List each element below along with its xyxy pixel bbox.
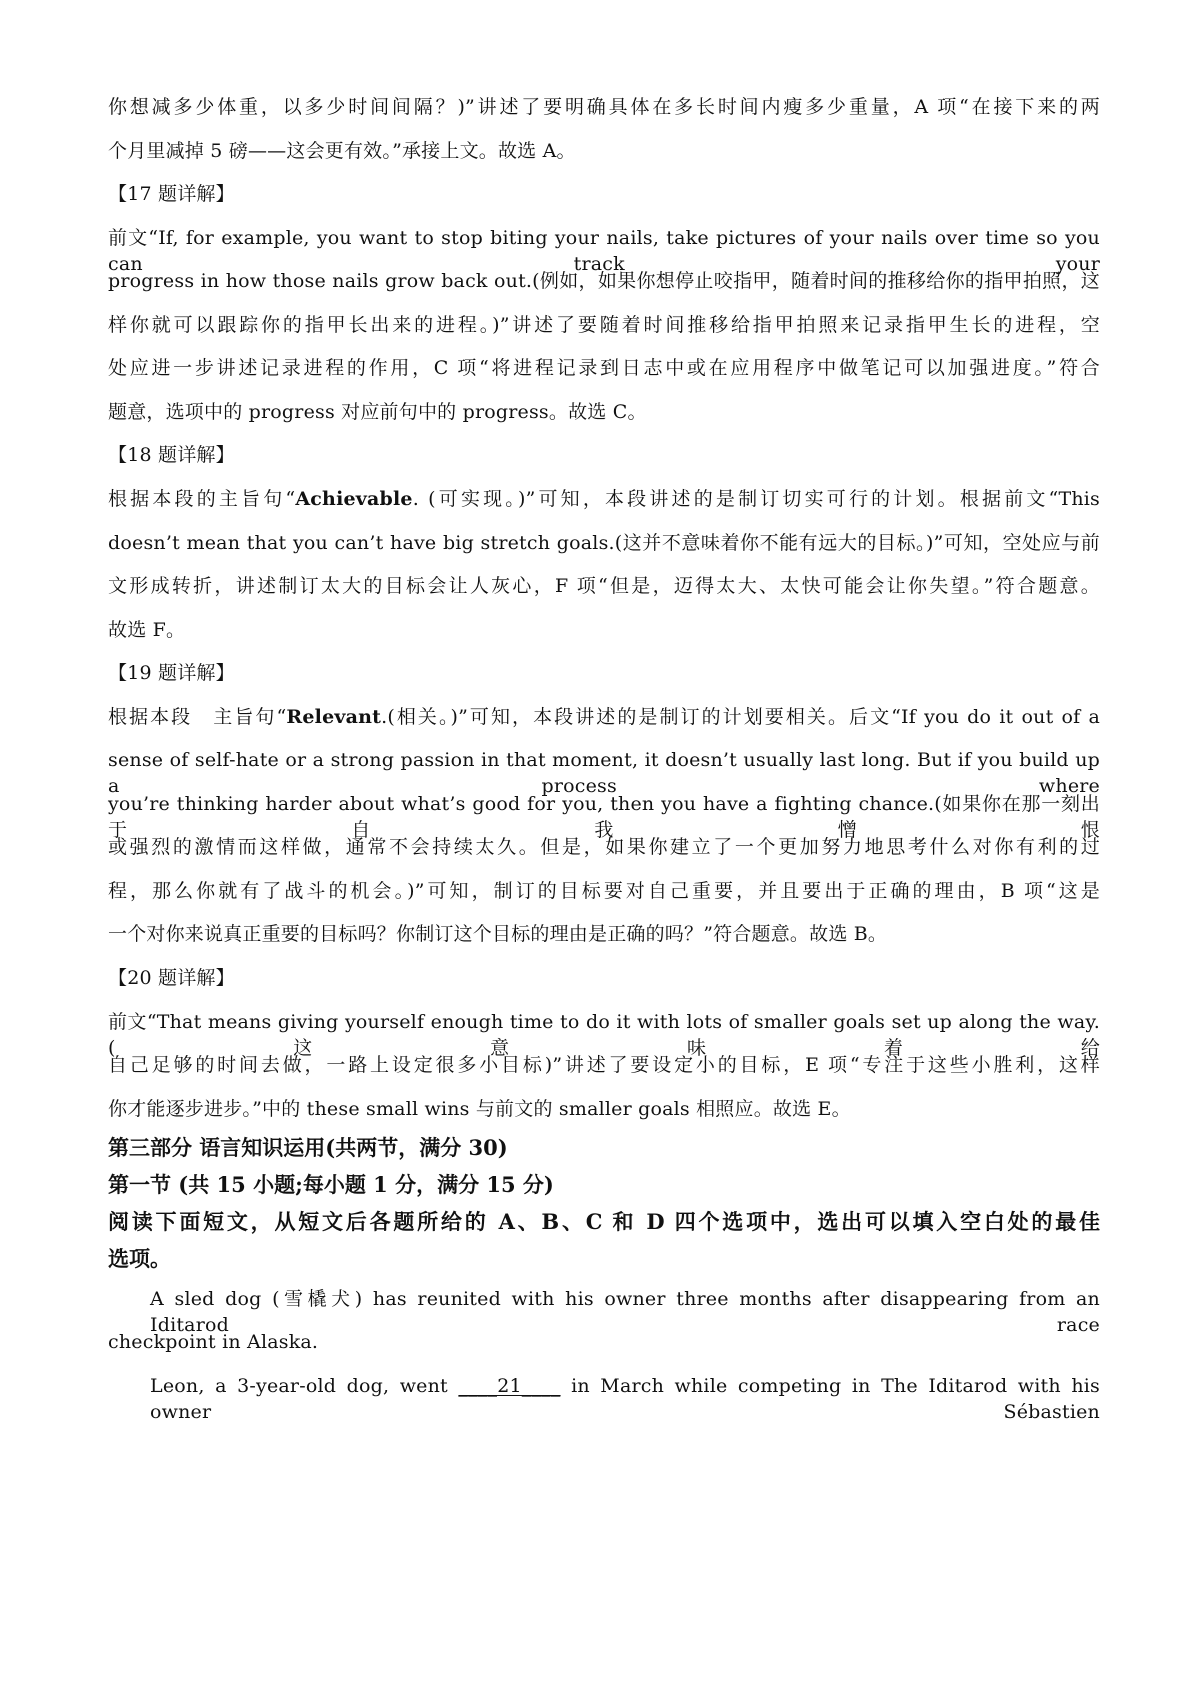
text-line: progress in how those nails grow back out.(例如，如果你想停止咬指甲，随着时间的推移给你的指甲拍照，这: [108, 270, 1100, 292]
text-line: 处应进一步讲述记录进程的作用，C 项“将进程记录到日志中或在应用程序中做笔记可以加强进度。”符合: [108, 357, 1100, 379]
text-line: [108, 704, 1100, 730]
text-line: 文形成转折，讲述制订太大的目标会让人灰心，F 项“但是，迈得太大、太快可能会让你失望。”符合题意。: [108, 575, 1100, 597]
keyword-bold: Achievable: [295, 488, 413, 510]
text-span: . (可实现。)”可知，本段讲述的是制订切实可行的计划。根据前文“This: [412, 488, 1100, 510]
text-line: 故选 F。: [108, 619, 186, 641]
text-span: Leon, a 3-year-old dog, went: [150, 1375, 459, 1397]
text-line: sense of self-hate or a strong passion in that moment, it doesn’t usually last long. But if you build up a process where: [108, 749, 1100, 797]
text-line: 题意，选项中的 progress 对应前句中的 progress。故选 C。: [108, 401, 647, 423]
section-heading-18: 【18 题详解】: [108, 444, 235, 466]
part-title: 第三部分 语言知识运用(共两节，满分 30): [108, 1135, 508, 1160]
text-span: in March while competing in The Iditarod with his owner Sébastien: [150, 1375, 1100, 1423]
text-span: 根据本段的主旨句“: [108, 488, 296, 510]
section-heading-17: 【17 题详解】: [108, 183, 235, 205]
passage-line: checkpoint in Alaska.: [108, 1331, 319, 1353]
passage-line: [150, 1373, 1100, 1425]
text-span: 根据本段 主旨句“: [108, 706, 287, 728]
text-line: 样你就可以跟踪你的指甲长出来的进程。)”讲述了要随着时间推移给指甲拍照来记录指甲生长的进程，空: [108, 314, 1100, 336]
text-line: 程，那么你就有了战斗的机会。)”可知，制订的目标要对自己重要，并且要出于正确的理由，B 项“这是: [108, 880, 1100, 902]
section-heading-19: 【19 题详解】: [108, 662, 235, 684]
text-line: doesn’t mean that you can’t have big stretch goals.(这并不意味着你不能有远大的目标。)”可知，空处应与前: [108, 532, 1100, 554]
text-line: 前文“That means giving yourself enough time to do it with lots of smaller goals set up along the way.(这意味着给: [108, 1011, 1100, 1059]
section-subtitle: 第一节 (共 15 小题;每小题 1 分，满分 15 分): [108, 1172, 554, 1197]
text-line: 你想减多少体重，以多少时间间隔？)”讲述了要明确具体在多长时间内瘦多少重量，A 项“在接下来的两: [108, 96, 1100, 118]
text-line: you’re thinking harder about what’s good for you, then you have a fighting chance.(如果你在那一刻出于自我憎恨: [108, 793, 1100, 841]
text-line: 个月里减掉 5 磅——这会更有效。”承接上文。故选 A。: [108, 140, 576, 162]
text-line: [108, 486, 1100, 512]
section-heading-20: 【20 题详解】: [108, 967, 235, 989]
text-line: 你才能逐步进步。”中的 these small wins 与前文的 smaller goals 相照应。故选 E。: [108, 1098, 851, 1120]
keyword-bold: Relevant: [286, 706, 382, 728]
text-span: .(相关。)”可知，本段讲述的是制订的计划要相关。后文“If you do it out of a: [381, 706, 1101, 728]
blank-21: ____21____: [458, 1375, 561, 1397]
text-line: 自己足够的时间去做，一路上设定很多小目标)”讲述了要设定小的目标，E 项“专注于这些小胜利，这样: [108, 1054, 1100, 1076]
instruction-line: 阅读下面短文，从短文后各题所给的 A、B、C 和 D 四个选项中，选出可以填入空白处的最佳: [108, 1209, 1100, 1234]
passage-line: A sled dog (雪橇犬) has reunited with his owner three months after disappearing from an Iditarod race: [150, 1288, 1100, 1336]
text-line: 或强烈的激情而这样做，通常不会持续太久。但是，如果你建立了一个更加努力地思考什么对你有利的过: [108, 836, 1100, 858]
text-line: 一个对你来说真正重要的目标吗？你制订这个目标的理由是正确的吗？”符合题意。故选 B。: [108, 923, 888, 945]
instruction-line: 选项。: [108, 1246, 171, 1271]
text-line: 前文“If, for example, you want to stop biting your nails, take pictures of your nails over time so you can track your: [108, 227, 1100, 275]
